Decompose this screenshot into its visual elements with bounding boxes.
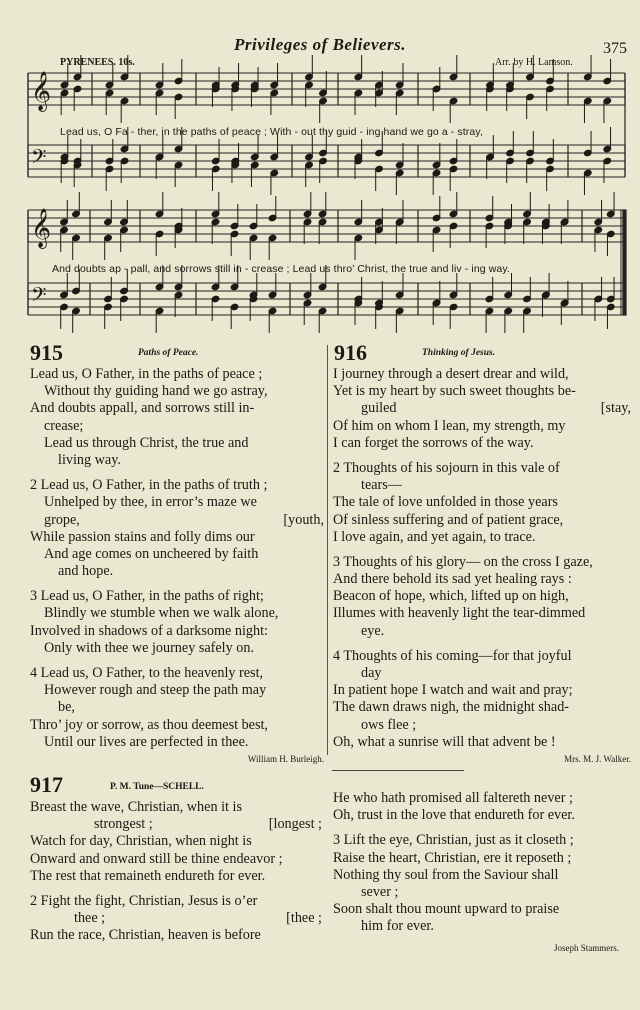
verse-line: And age comes on uncheered by faith	[44, 545, 259, 562]
verse-line: Lead us, O Father, in the paths of peace ;	[30, 366, 263, 382]
verse-line: Oh, what a sunrise will that advent be !	[333, 733, 556, 750]
verse-line: sever ;	[361, 883, 399, 900]
verse-line: Illumes with heavenly light the tear-dimmed	[333, 605, 586, 622]
verse-line: While passion stains and folly dims our	[30, 528, 255, 545]
verse-line: However rough and steep the path may	[44, 682, 267, 699]
verse-line-split	[30, 816, 322, 833]
verse-line: Of him on whom I lean, my strength, my	[333, 417, 566, 434]
verse-line: tears—	[361, 477, 402, 494]
verse-fragment: [longest ;	[268, 816, 322, 833]
hymn-917-meter: P. M. Tune—SCHELL.	[110, 782, 204, 792]
verse-line-split	[30, 512, 324, 529]
hymn-915-number: 915	[30, 340, 63, 365]
verse-line: 4 Lead us, O Father, to the heavenly rest,	[30, 665, 264, 681]
hymn-917-left-text	[30, 799, 322, 945]
verse-line: The dawn draws nigh, the midnight shad-	[333, 699, 570, 716]
verse-line: Thro’ joy or sorrow, as thou deemest best,	[30, 716, 268, 733]
verse-line: And doubts appall, and sorrows still in-	[30, 400, 255, 417]
verse-line: living way.	[58, 451, 121, 468]
hymn-916-title: Thinking of Jesus.	[422, 348, 496, 358]
lyrics-line-1: Lead us, O Fa - ther, in the paths of peace ; With - out thy guid - ing hand we go a - stray,	[60, 126, 483, 138]
hymn-917-number: 917	[30, 772, 63, 797]
verse-line: I journey through a desert drear and wild,	[333, 366, 569, 382]
verse-line-split	[30, 910, 322, 927]
verse-line: Unhelped by thee, in error’s maze we	[44, 494, 257, 511]
arranger-credit: Arr. by H. Lamson.	[495, 57, 573, 68]
verse-line: day	[361, 665, 382, 681]
verse-line: Nothing thy soul from the Saviour shall	[333, 866, 559, 883]
verse-line: Onward and onward still be thine endeavor ;	[30, 850, 283, 867]
verse-line: crease;	[44, 417, 84, 434]
verse-line: Involved in shadows of a darksome night:	[30, 622, 268, 639]
verse-fragment: [youth,	[283, 511, 324, 528]
bass-clef-icon: 𝄢	[31, 145, 47, 173]
verse-fragment: thee ;	[74, 910, 106, 927]
verse-line: and hope.	[58, 563, 114, 580]
verse-line: I can forget the sorrows of the way.	[333, 434, 534, 451]
verse-line: Lead us through Christ, the true and	[44, 434, 249, 451]
verse-line: In patient hope I watch and wait and pray;	[333, 682, 573, 699]
verse-line: 2 Thoughts of his sojourn in this vale of	[333, 459, 560, 476]
hymn-916-text	[333, 366, 631, 768]
music-score	[0, 0, 640, 345]
verse-line: be,	[58, 699, 75, 716]
bass-clef-icon: 𝄢	[31, 283, 47, 311]
verse-line: The tale of love unfolded in those years	[333, 494, 558, 511]
verse-line: ows flee ;	[361, 716, 417, 733]
page-number: 375	[603, 40, 627, 57]
verse-line: 3 Lift the eye, Christian, just as it closeth ;	[333, 832, 574, 849]
tune-name: PYRENEES. 10s.	[60, 57, 135, 68]
verse-line: 3 Thoughts of his glory— on the cross I gaze,	[333, 553, 593, 570]
verse-line: Only with thee we journey safely on.	[44, 639, 254, 656]
verse-line: Beacon of hope, which, lifted up on high,	[333, 588, 569, 605]
verse-line: Blindly we stumble when we walk alone,	[44, 605, 279, 622]
verse-line: eye.	[361, 622, 385, 639]
hymn-915-title: Paths of Peace.	[138, 348, 199, 358]
verse-line: Oh, trust in the love that endureth for ever.	[333, 807, 575, 824]
hymn-915-author: William H. Burleigh.	[247, 753, 324, 764]
verse-line: Until our lives are perfected in thee.	[44, 733, 249, 750]
verse-line: He who hath promised all faltereth never ;	[333, 790, 573, 806]
verse-line: I love again, and yet again, to trace.	[333, 528, 536, 545]
column-divider	[327, 345, 328, 755]
hymn-916-number: 916	[334, 340, 367, 365]
treble-clef-icon: 𝄞	[31, 208, 52, 248]
treble-clef-icon: 𝄞	[31, 71, 52, 111]
verse-line: Breast the wave, Christian, when it is	[30, 799, 242, 815]
verse-line-split	[333, 400, 631, 417]
hymn-916-author: Mrs. M. J. Walker.	[564, 753, 631, 764]
verse-line: Yet is my heart by such sweet thoughts be-	[333, 383, 576, 400]
verse-line: Watch for day, Christian, when night is	[30, 833, 252, 850]
lyrics-line-2: And doubts ap - pall, and sorrows still in - crease ; Lead us thro’ Christ, the true and liv - ing way.	[52, 263, 510, 275]
verse-line: Soon shalt thou mount upward to praise	[333, 901, 560, 918]
page-title: Privileges of Believers.	[233, 35, 407, 54]
verse-fragment: strongest ;	[94, 816, 153, 833]
hymn-915-text	[30, 366, 324, 768]
hymn-917-author: Joseph Stammers.	[554, 942, 619, 953]
hymn-917-right-text	[333, 790, 631, 957]
verse-line: And there behold its sad yet healing rays :	[333, 571, 572, 588]
verse-line: 2 Fight the fight, Christian, Jesus is o’er	[30, 892, 258, 909]
verse-line: him for ever.	[361, 918, 434, 935]
verse-line: Of sinless suffering and of patient grace,	[333, 511, 564, 528]
section-separator	[332, 770, 464, 771]
verse-line: 4 Thoughts of his coming—for that joyful	[333, 647, 572, 664]
verse-line: 3 Lead us, O Father, in the paths of right;	[30, 588, 264, 605]
verse-fragment: [stay,	[600, 400, 631, 417]
verse-line: Raise the heart, Christian, ere it reposeth ;	[333, 849, 572, 866]
verse-line: The rest that remaineth endureth for ever.	[30, 867, 266, 884]
verse-fragment: grope,	[44, 511, 80, 528]
verse-fragment: [thee ;	[286, 910, 322, 927]
verse-line: 2 Lead us, O Father, in the paths of truth ;	[30, 477, 268, 494]
verse-line: Run the race, Christian, heaven is before	[30, 927, 261, 944]
verse-fragment: guiled	[361, 400, 397, 417]
verse-line: Without thy guiding hand we go astray,	[44, 383, 268, 400]
